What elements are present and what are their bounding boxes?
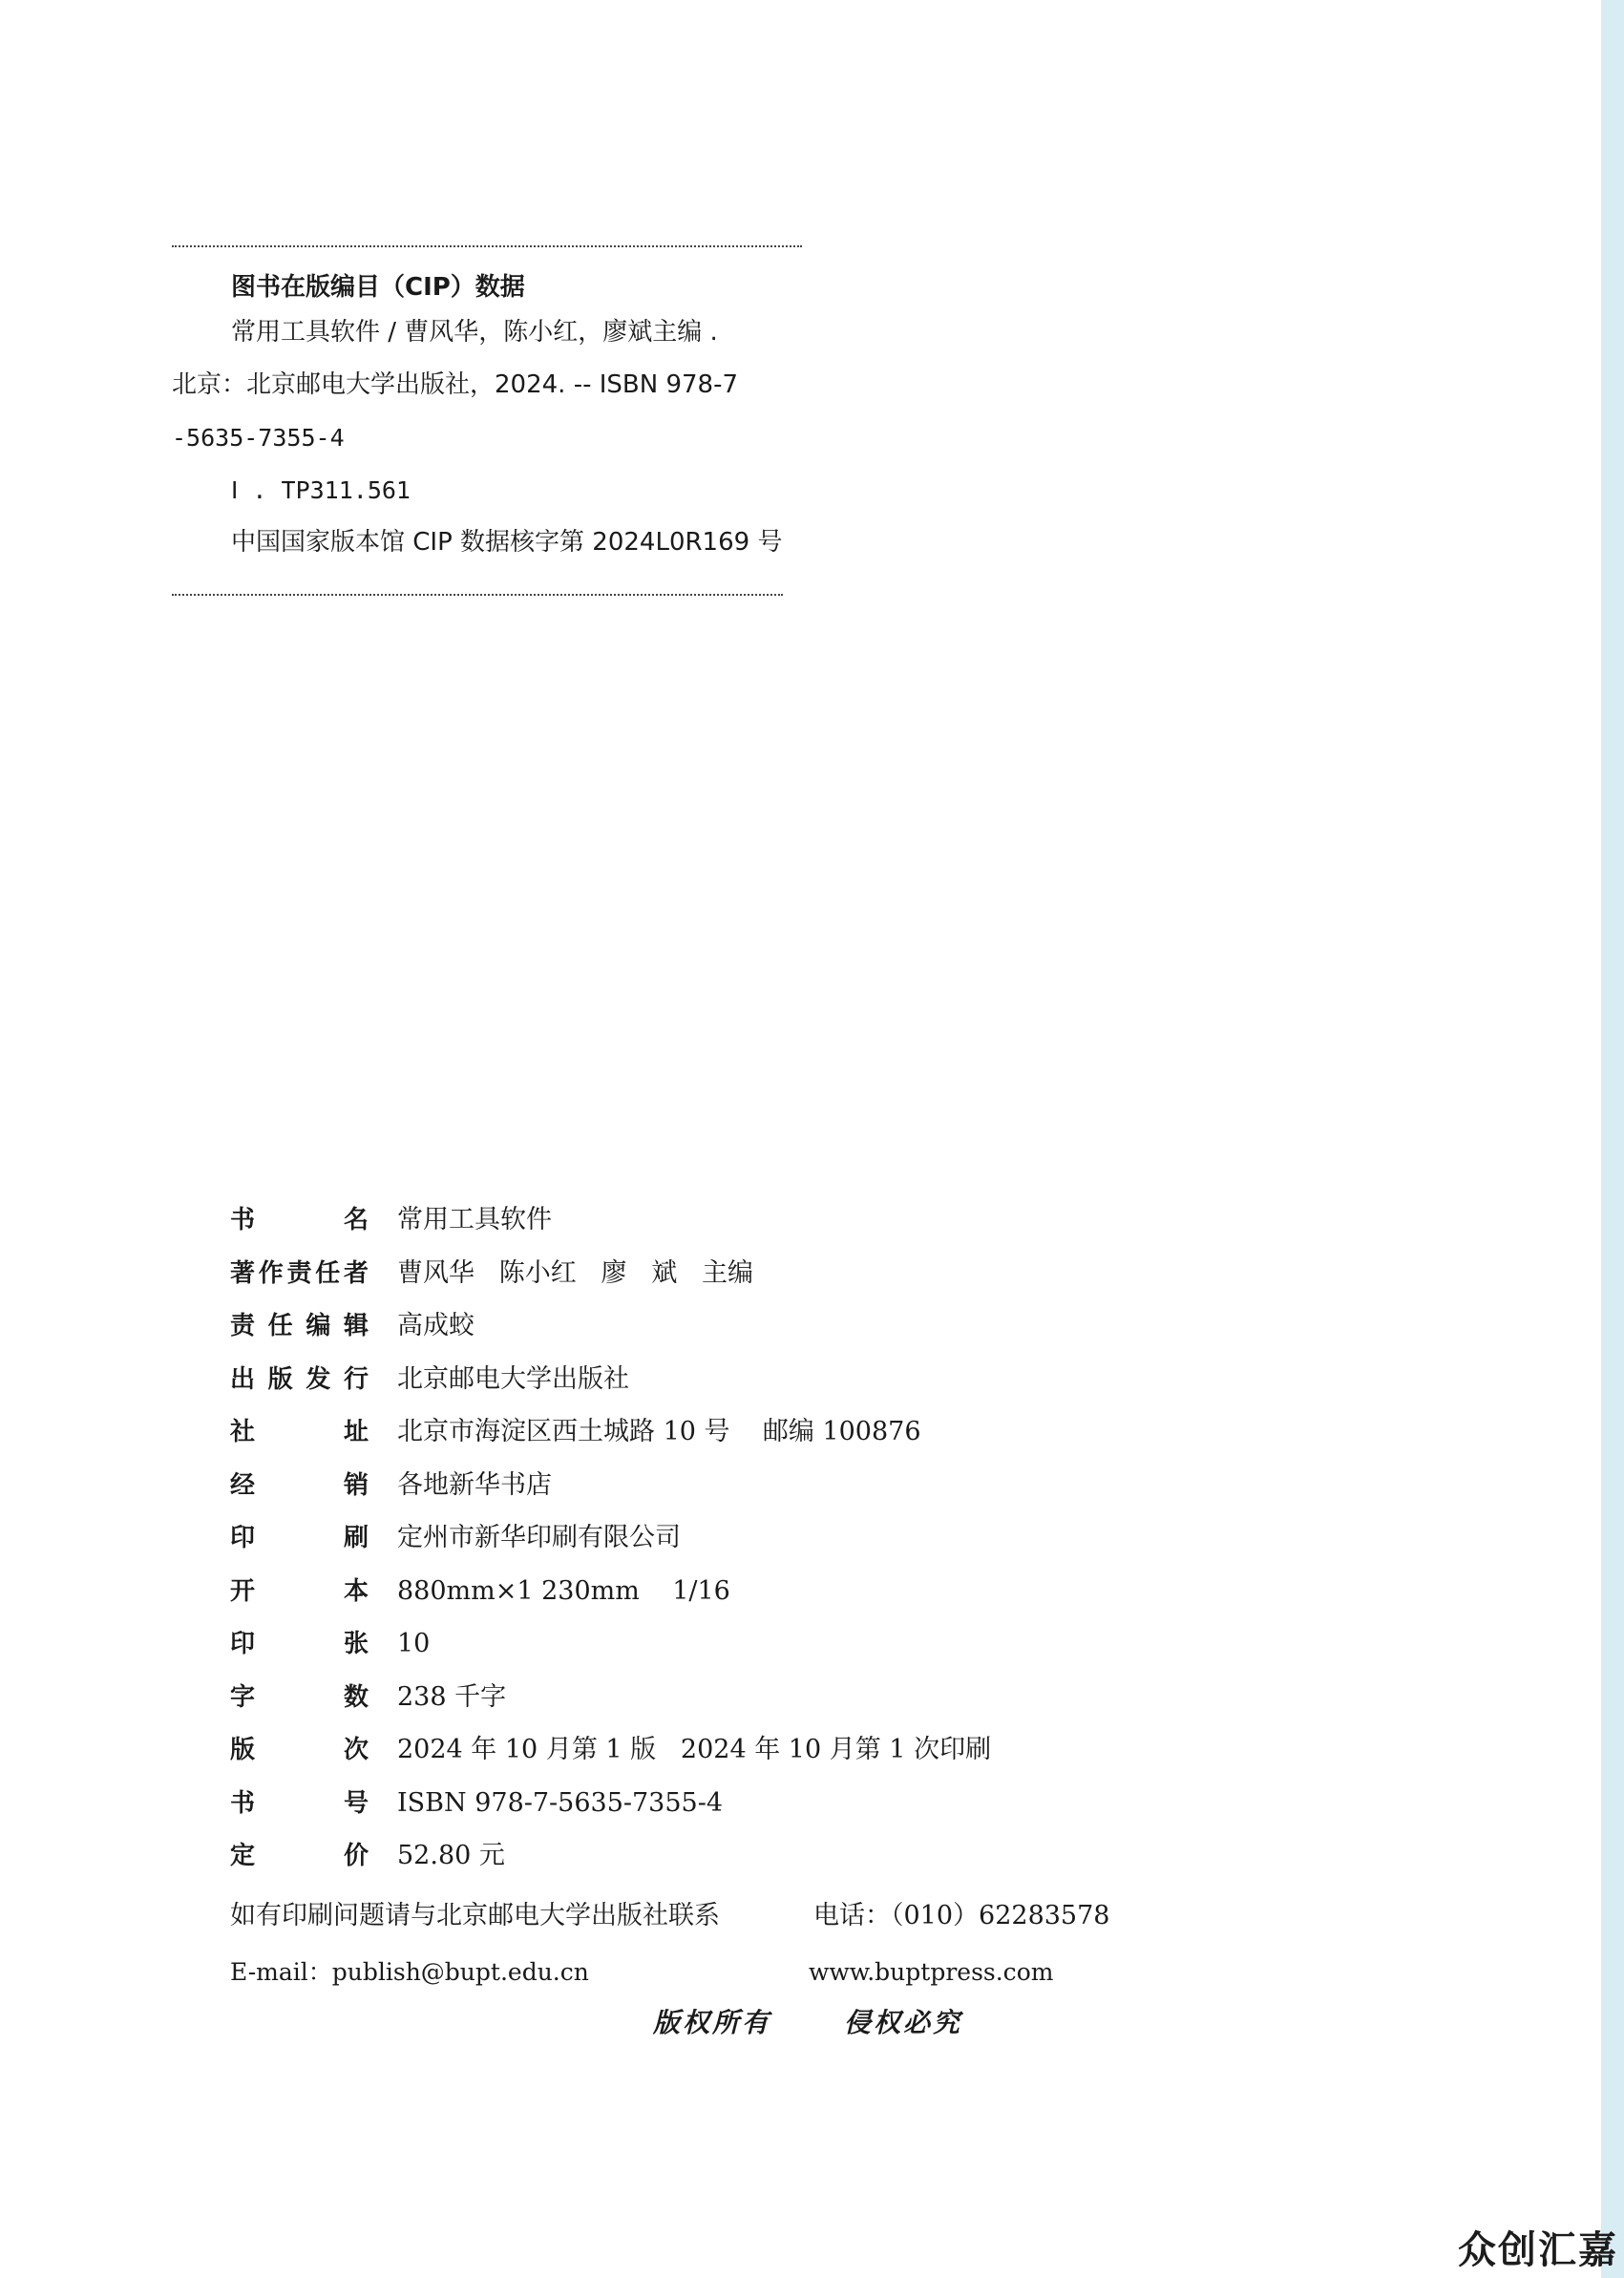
label-char: 刷 (343, 1524, 369, 1552)
cip-block (172, 245, 802, 596)
colophon-row-value: 北京邮电大学出版社 (397, 1363, 629, 1394)
colophon-row (230, 1413, 1185, 1466)
colophon-row-label (230, 1307, 369, 1345)
colophon-row-value: 各地新华书店 (397, 1469, 552, 1500)
colophon-row-value: 238 千字 (397, 1681, 507, 1712)
colophon-row (230, 1572, 1185, 1626)
label-char: 社 (230, 1418, 256, 1446)
email-address: E-mail：publish@bupt.edu.cn (230, 1958, 589, 1986)
phone-number: 电话：（010）62283578 (813, 1901, 1110, 1930)
cip-line-record-number: 中国国家版本馆 CIP 数据核字第 2024L0R169 号 (231, 528, 783, 557)
label-char: 次 (343, 1736, 369, 1764)
colophon-row-value: 10 (397, 1629, 431, 1658)
colophon-row-label (230, 1572, 369, 1611)
label-char: 址 (343, 1418, 369, 1446)
colophon-row (230, 1784, 1185, 1838)
colophon-row-label (230, 1519, 369, 1557)
label-char: 任 (267, 1312, 293, 1340)
colophon-row (230, 1625, 1185, 1678)
colophon-row-value: 常用工具软件 (397, 1205, 552, 1234)
label-char: 版 (267, 1364, 293, 1394)
label-char: 辑 (343, 1312, 369, 1340)
label-char: 者 (343, 1258, 369, 1288)
label-char: 印 (230, 1630, 256, 1658)
label-char: 名 (343, 1206, 369, 1234)
cip-line-isbn-tail: -5635-7355-4 (172, 424, 345, 452)
colophon-row-value: ISBN 978-7-5635-7355-4 (397, 1787, 724, 1818)
colophon-row-value: 高成蛟 (397, 1311, 475, 1340)
label-char: 印 (230, 1524, 256, 1552)
colophon-row-value: 880mm×1 230mm 1/16 (397, 1575, 730, 1606)
label-char: 作 (258, 1258, 284, 1288)
label-char: 开 (230, 1576, 256, 1606)
label-char: 字 (230, 1682, 256, 1712)
colophon-row-label (230, 1625, 369, 1663)
colophon-row-value: 2024 年 10 月第 1 版 2024 年 10 月第 1 次印刷 (397, 1735, 992, 1764)
label-char: 数 (343, 1682, 369, 1712)
label-char: 任 (315, 1258, 341, 1288)
colophon-row-value: 52.80 元 (397, 1841, 505, 1870)
cip-line-classification: Ⅰ . TP311.561 (231, 476, 411, 504)
colophon-table (230, 1201, 1185, 1890)
colophon-row-value: 北京市海淀区西土城路 10 号 邮编 100876 (397, 1417, 921, 1446)
colophon-row-label (230, 1784, 369, 1823)
cip-heading: 图书在版编目（CIP）数据 (231, 273, 525, 302)
colophon-row-label (230, 1837, 369, 1875)
label-char: 经 (230, 1470, 256, 1500)
colophon-row-label (230, 1413, 369, 1451)
label-char: 本 (343, 1576, 369, 1606)
print-issue-contact: 如有印刷问题请与北京邮电大学出版社联系 (230, 1901, 720, 1930)
cip-line-title: 常用工具软件 / 曹风华，陈小红，廖斌主编 . (231, 318, 718, 347)
label-char: 张 (343, 1630, 369, 1658)
copyright-notice: 版权所有 (653, 2007, 772, 2038)
colophon-row-label (230, 1255, 369, 1293)
colophon-row-value: 曹风华 陈小红 廖 斌 主编 (397, 1257, 753, 1288)
colophon-row-value: 定州市新华印刷有限公司 (397, 1523, 681, 1552)
label-char: 价 (343, 1842, 369, 1870)
colophon-row-label (230, 1201, 369, 1239)
label-char: 书 (230, 1788, 256, 1818)
colophon-row (230, 1307, 1185, 1360)
label-char: 行 (343, 1364, 369, 1394)
label-char: 著 (230, 1258, 256, 1288)
colophon-row (230, 1837, 1185, 1890)
colophon-row (230, 1360, 1185, 1414)
label-char: 发 (306, 1364, 331, 1394)
label-char: 书 (230, 1206, 256, 1234)
colophon-row (230, 1255, 1185, 1308)
colophon-row-label (230, 1731, 369, 1769)
label-char: 版 (230, 1736, 256, 1764)
label-char: 编 (306, 1312, 331, 1340)
colophon-row (230, 1731, 1185, 1784)
colophon-row-label (230, 1360, 369, 1399)
colophon-row (230, 1466, 1185, 1520)
label-char: 出 (230, 1364, 256, 1394)
right-edge-strip (1601, 0, 1624, 2278)
colophon-row-label (230, 1466, 369, 1505)
colophon-row (230, 1201, 1185, 1255)
colophon-row (230, 1678, 1185, 1732)
label-char: 销 (343, 1470, 369, 1500)
cip-top-dotted-rule (172, 245, 802, 247)
colophon-row-label (230, 1678, 369, 1717)
label-char: 号 (343, 1788, 369, 1818)
label-char: 责 (230, 1312, 256, 1340)
watermark-logo: 众创汇嘉 (1458, 2228, 1618, 2272)
website-url: www.buptpress.com (809, 1958, 1054, 1986)
label-char: 责 (286, 1258, 312, 1288)
infringement-notice: 侵权必究 (844, 2007, 963, 2038)
cip-line-publisher: 北京：北京邮电大学出版社，2024. -- ISBN 978-7 (172, 370, 738, 399)
label-char: 定 (230, 1842, 256, 1870)
cip-bottom-dotted-rule (172, 594, 783, 596)
colophon-row (230, 1519, 1185, 1572)
